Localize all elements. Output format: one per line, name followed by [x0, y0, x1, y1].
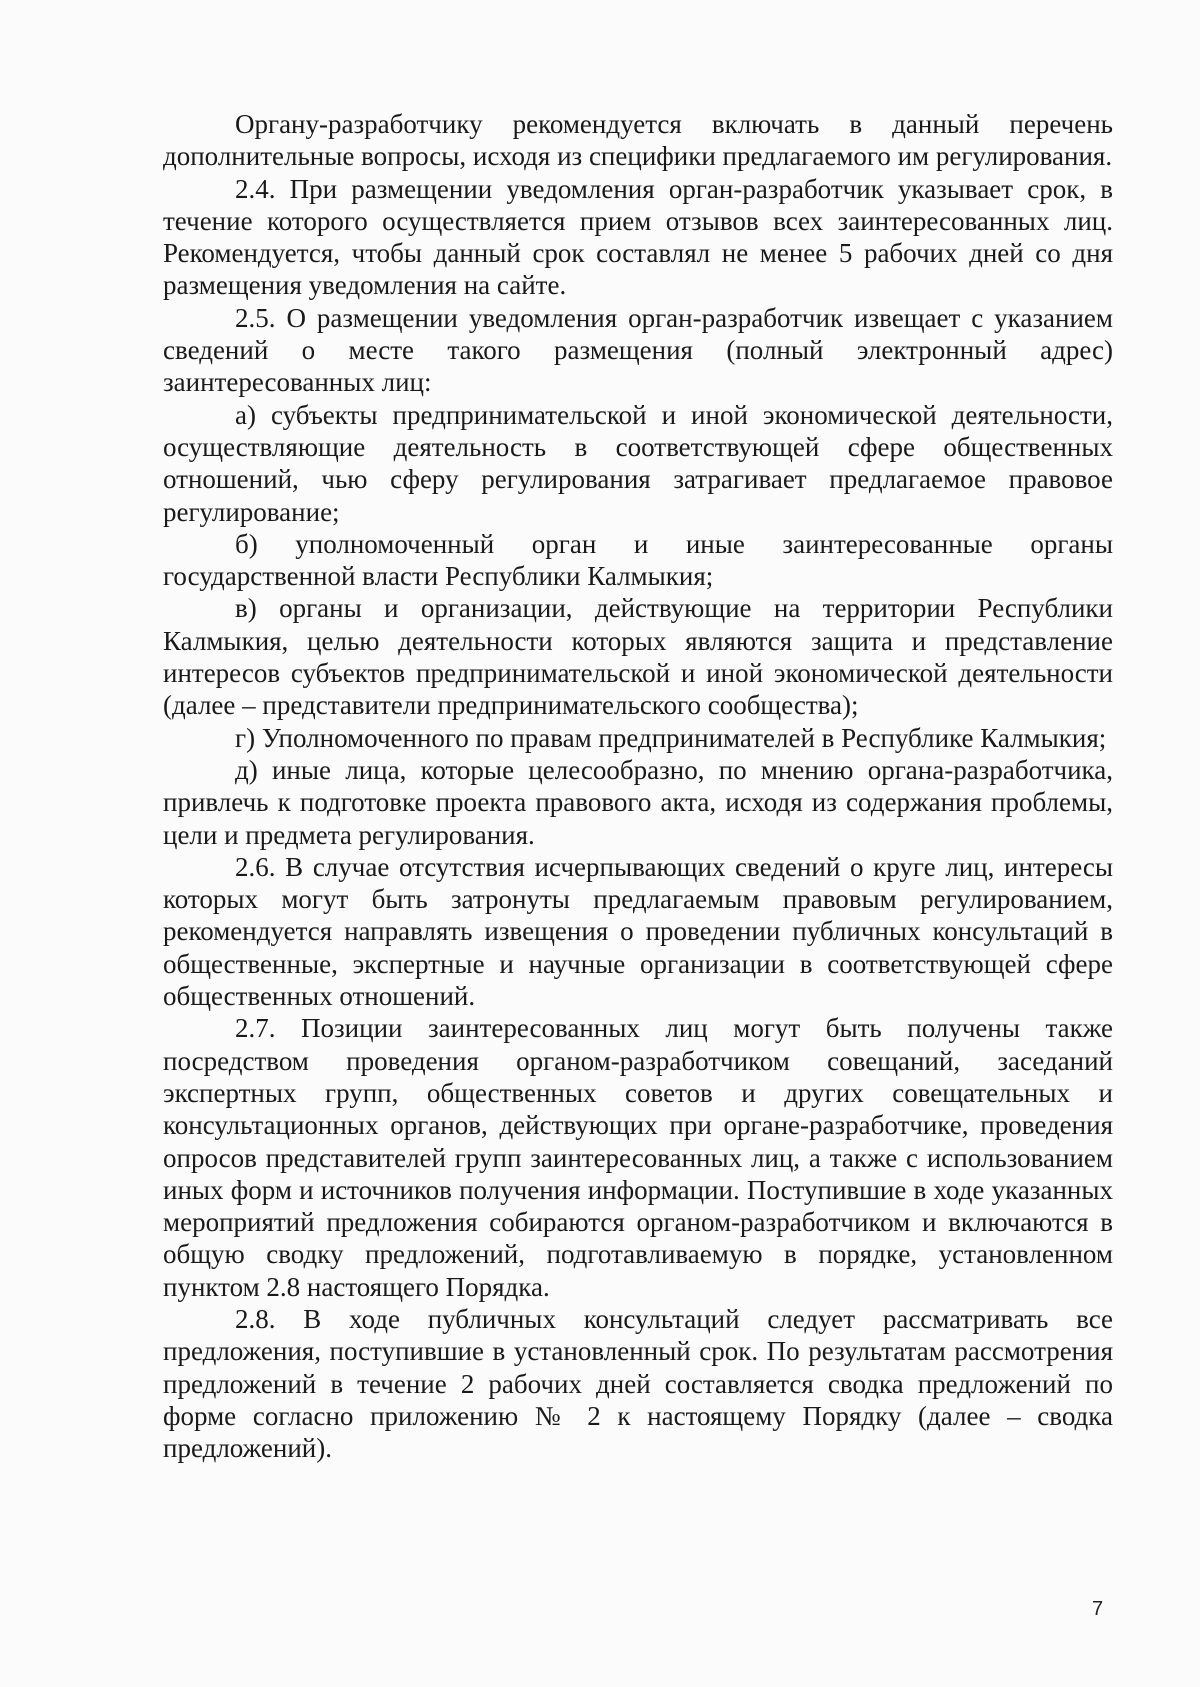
list-item-d: д) иные лица, которые целесообразно, по мнению органа-разработчика, привлечь к подготовке проекта правового акта, исходя из содержания проблемы, цели и предмета регулирования.	[163, 754, 1113, 850]
paragraph-2-8: 2.8. В ходе публичных консультаций следует рассматривать все предложения, поступившие в установленный срок. По результатам рассмотрения предложений в течение 2 рабочих дней составляется сводка предложений по форме согласно приложению № 2 к настоящему Порядку (далее – сводка предложений).	[163, 1303, 1113, 1464]
paragraph-intro: Органу-разработчику рекомендуется включать в данный перечень дополнительные вопросы, исходя из специфики предлагаемого им регулирования.	[163, 109, 1113, 172]
list-item-g: г) Уполномоченного по правам предпринимателей в Республике Калмыкия;	[235, 722, 1107, 753]
paragraph-2-5: 2.5. О размещении уведомления орган-разработчик извещает с указанием сведений о месте такого размещения (полный электронный адрес) заинтересованных лиц:	[163, 302, 1113, 398]
document-body	[163, 108, 1113, 1464]
paragraph-2-6: 2.6. В случае отсутствия исчерпывающих сведений о круге лиц, интересы которых могут быть затронуты предлагаемым правовым регулированием, рекомендуется направлять извещения о проведении публичных консультаций в общественные, экспертные и научные организации в соответствующей сфере общественных отношений.	[163, 851, 1113, 1012]
list-item-b: б) уполномоченный орган и иные заинтересованные органы государственной власти Республики Калмыкия;	[163, 528, 1113, 592]
list-item-v: в) органы и организации, действующие на территории Республики Калмыкия, целью деятельности которых являются защита и представление интересов субъектов предпринимательской и иной экономической деятельности (далее – представители предпринимательского сообщества);	[163, 593, 1113, 721]
paragraph-2-4: 2.4. При размещении уведомления орган-разработчик указывает срок, в течение которого осуществляется прием отзывов всех заинтересованных лиц. Рекомендуется, чтобы данный срок составлял не менее 5 рабочих дней со дня размещения уведомления на сайте.	[163, 173, 1113, 301]
paragraph-2-7: 2.7. Позиции заинтересованных лиц могут быть получены также посредством проведения органом-разработчиком совещаний, заседаний экспертных групп, общественных советов и других совещательных и консультационных органов, действующих при органе-разработчике, проведения опросов представителей групп заинтересованных лиц, а также с использованием иных форм и источников получения информации. Поступившие в ходе указанных мероприятий предложения собираются органом-разработчиком и включаются в общую сводку предложений, подготавливаемую в порядке, установленном пунктом 2.8 настоящего Порядка.	[163, 1013, 1113, 1302]
page-number: 7	[1092, 1598, 1104, 1620]
list-item-a: а) субъекты предпринимательской и иной экономической деятельности, осуществляющие деятельность в соответствующей сфере общественных отношений, чью сферу регулирования затрагивает предлагаемое правовое регулирование;	[163, 399, 1113, 527]
